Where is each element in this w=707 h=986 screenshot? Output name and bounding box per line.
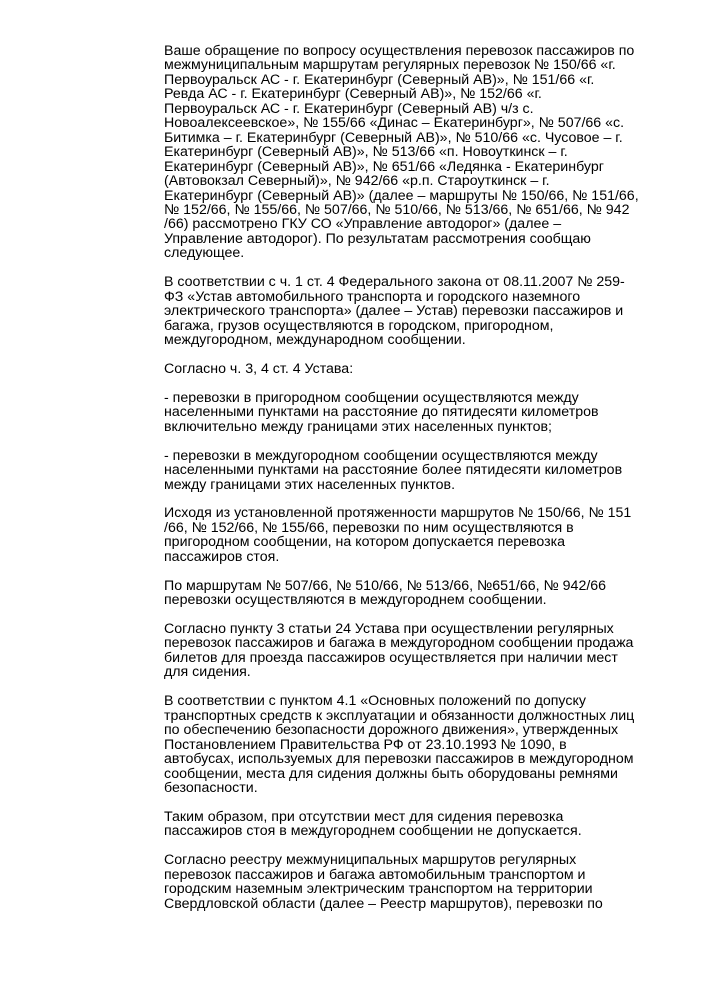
paragraph-ticket-sales: Согласно пункту 3 статьи 24 Устава при осуществлении регулярных перевозок пассажиров и багажа в междугородном сообщении продажа билетов для проезда пассажиров осуществляется при наличии мест для сидения. xyxy=(164,621,634,681)
paragraph-intercity-definition: - перевозки в междугородном сообщении осуществляются между населенными пунктами на расстояние более пятидесяти километров между границами этих населенных пунктов. xyxy=(164,447,623,493)
document-body xyxy=(164,44,664,925)
paragraph-suburban-definition: - перевозки в пригородном сообщении осуществляются между населенными пунктами на расстояние до пятидесяти километров включительно между границами этих населенных пунктов; xyxy=(164,389,599,435)
paragraph-route-registry: Согласно реестру межмуниципальных маршрутов регулярных перевозок пассажиров и багажа автомобильным транспортом и городским наземным электрическим транспортом на территории Свердловской области (далее – Реестр маршрутов), перевозки по xyxy=(164,852,603,912)
paragraph-appeal-intro: Ваше обращение по вопросу осуществления перевозок пассажиров по межмуниципальным маршрутам регулярных перевозок № 150/66 «г. Первоуральск АС - г. Екатеринбург (Северный АВ)», № 151/66 «г. Ревда АС - г. Екатеринбург (Северный АВ)», № 152/66 «г. Первоуральск АС - г. Екатеринбург (Северный АВ) ч/з с. Новоалексеевское», № 155/66 «Динас – Екатеринбург», № 507/66 «с. Битимка – г. Екатеринбург (Северный АВ)», № 510/66 «с. Чусовое – г. Екатеринбург (Северный АВ)», № 513/66 «п. Новоуткинск – г. Екатеринбург (Северный АВ)», № 651/66 «Ледянка - Екатеринбург (Автовокзал Северный)», № 942/66 «р.п. Староуткинск – г. Екатеринбург (Северный АВ)» (далее – маршруты № 150/66, № 151/66, № 152/66, № 155/66, № 507/66, № 510/66, № 513/66, № 651/66, № 942 /66) рассмотрено ГКУ СО «Управление автодорог» (далее – Управление автодорог). По результатам рассмотрения сообщаю следующее. xyxy=(164,43,639,262)
paragraph-conclusion: Таким образом, при отсутствии мест для сидения перевозка пассажиров стоя в междугороднем сообщении не допускается. xyxy=(164,808,582,840)
paragraph-charter-parts: Согласно ч. 3, 4 ст. 4 Устава: xyxy=(164,360,354,377)
paragraph-intercity-routes: По маршрутам № 507/66, № 510/66, № 513/66, №651/66, № 942/66 перевозки осуществляются в междугороднем сообщении. xyxy=(164,577,607,609)
paragraph-law-reference: В соответствии с ч. 1 ст. 4 Федерального закона от 08.11.2007 № 259- ФЗ «Устав автомобильного транспорта и городского наземного электрического транспорта» (далее – Устав) перевозки пассажиров и багажа, грузов осуществляются в городском, пригородном, междугородном, международном сообщении. xyxy=(164,274,625,349)
paragraph-suburban-routes: Исходя из установленной протяженности маршрутов № 150/66, № 151 /66, № 152/66, № 155/66, перевозки по ним осуществляются в пригородном сообщении, на котором допускается перевозка пассажиров стоя. xyxy=(164,505,632,565)
paragraph-seat-belts: В соответствии с пунктом 4.1 «Основных положений по допуску транспортных средств к эксплуатации и обязанности должностных лиц по обеспечению безопасности дорожного движения», утвержденных Постановлением Правительства РФ от 23.10.1993 № 1090, в автобусах, используемых для перевозки пассажиров в междугородном сообщении, места для сидения должны быть оборудованы ремнями безопасности. xyxy=(164,693,635,796)
